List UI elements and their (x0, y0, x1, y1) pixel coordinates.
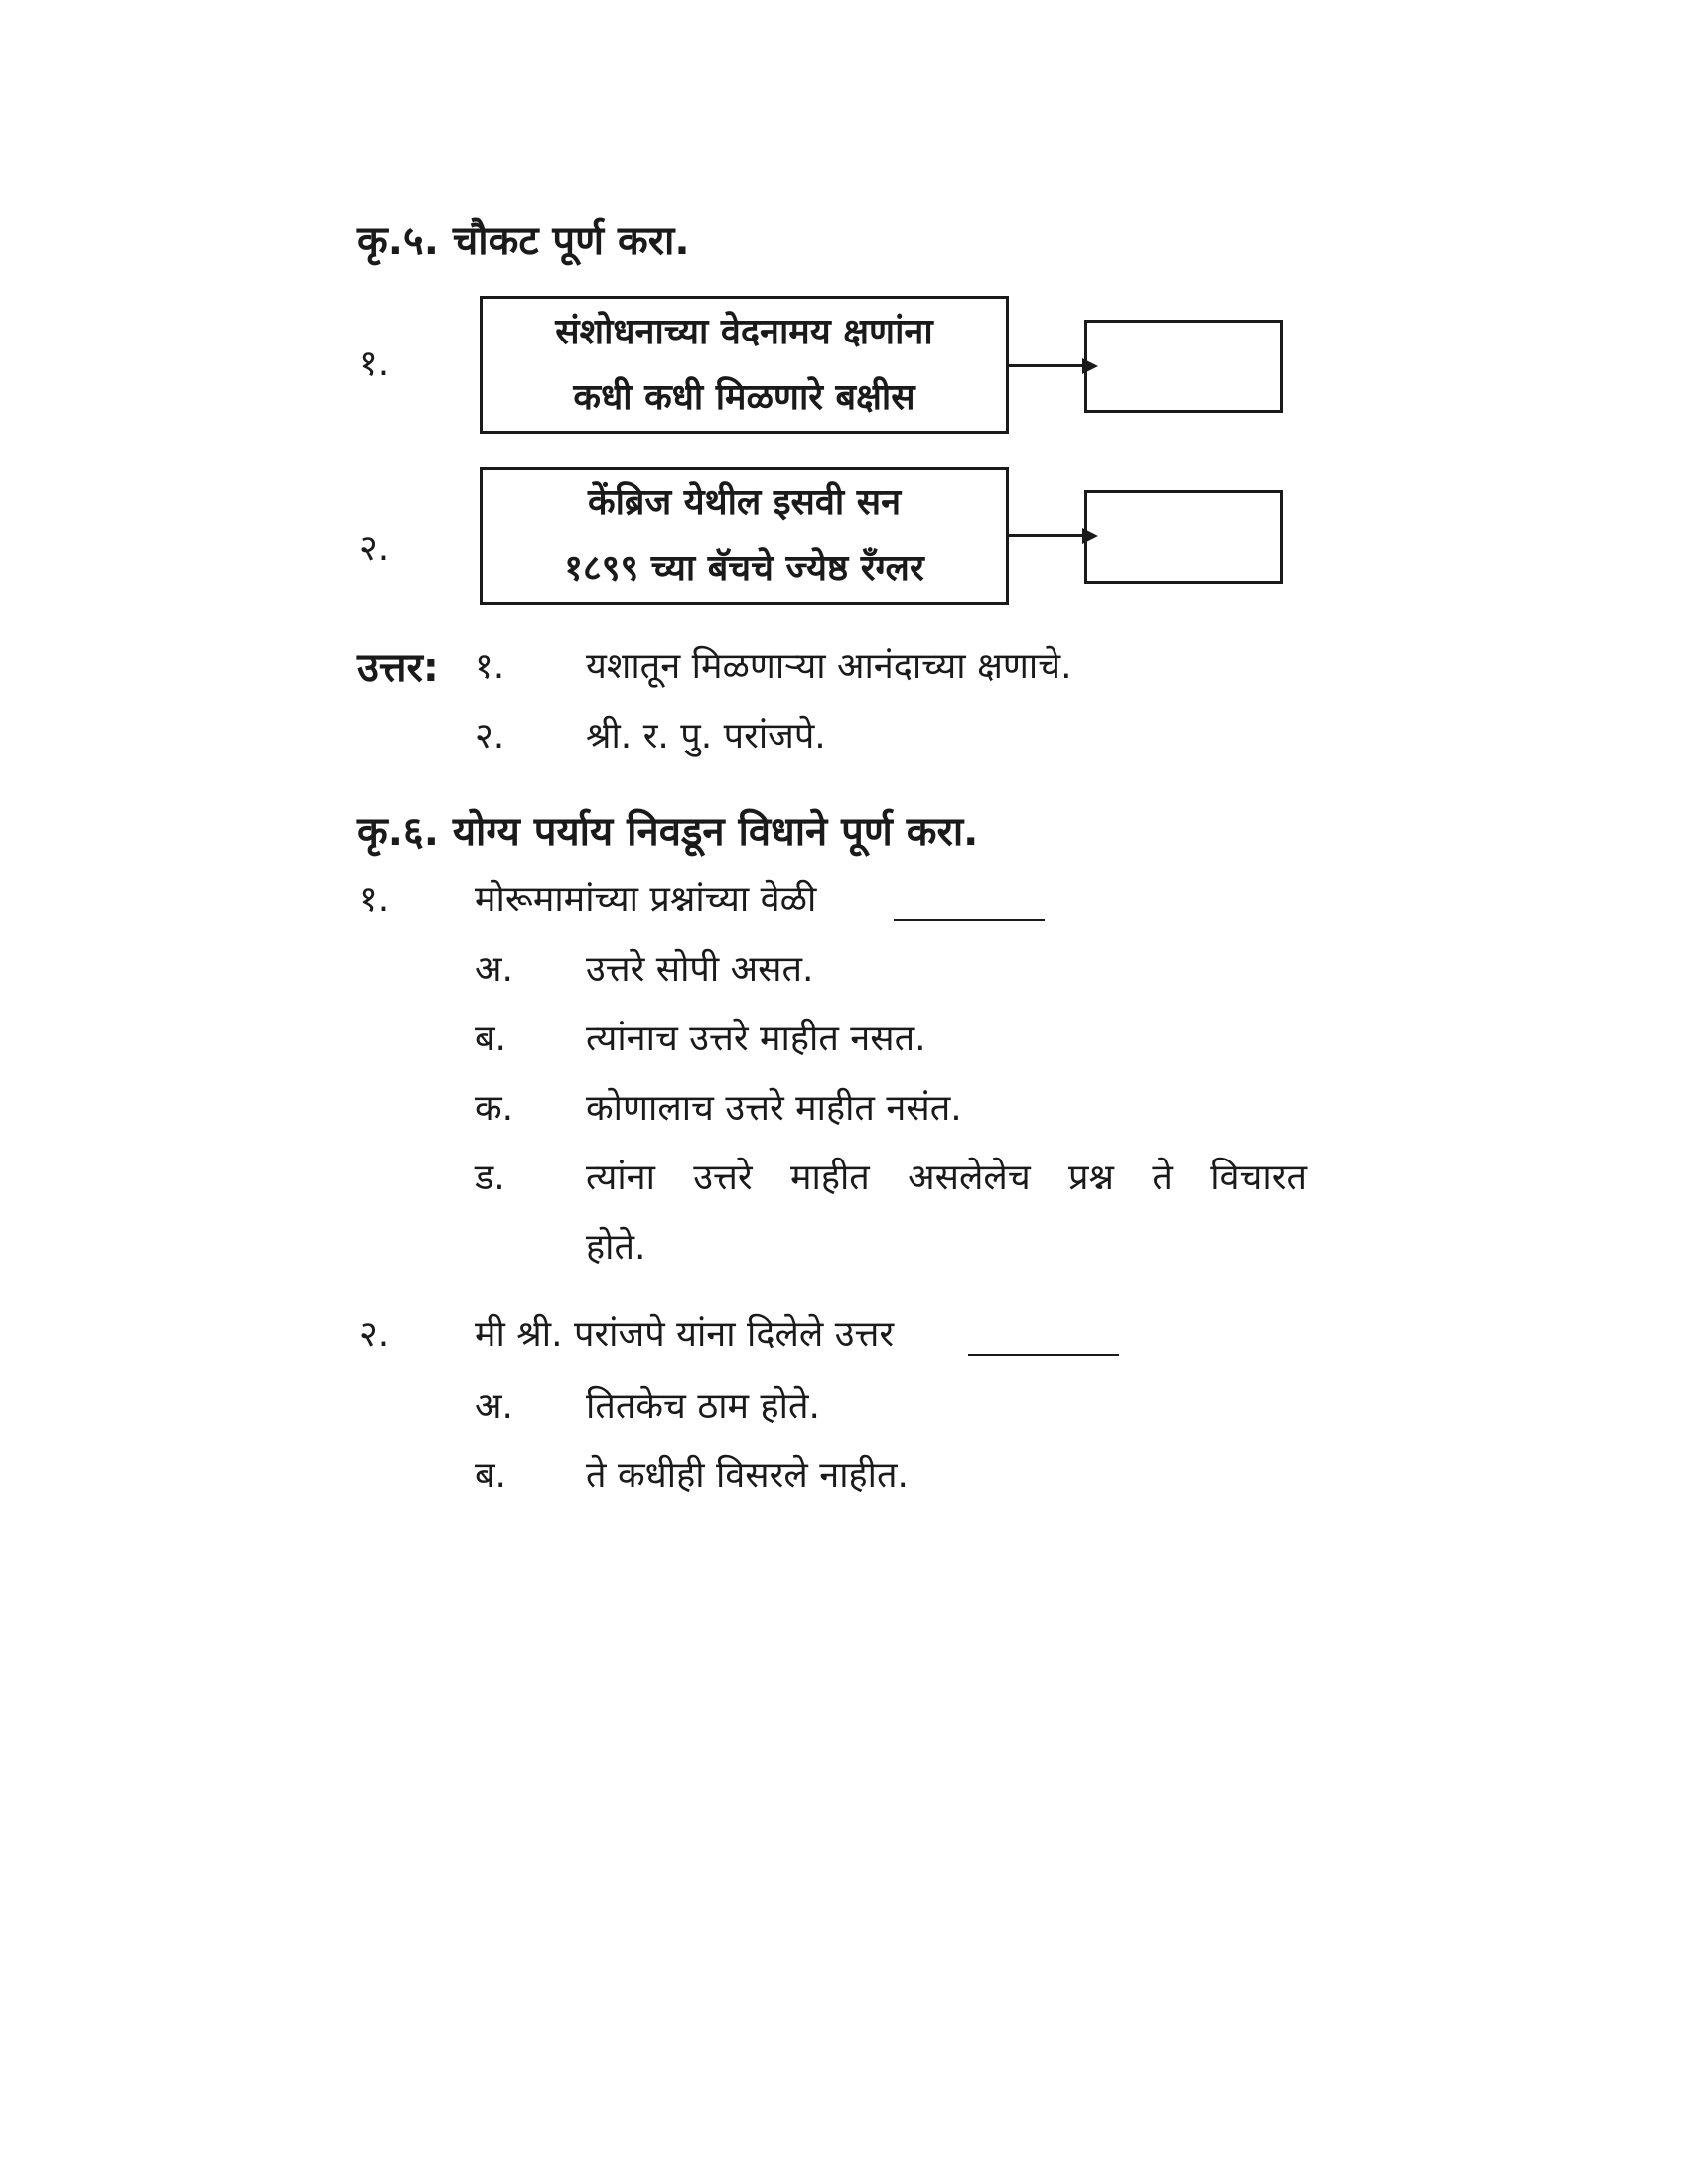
q6-q1-option-d-label: ड. (475, 1158, 505, 1198)
q6-q2-option-b-label: ब. (475, 1455, 506, 1496)
q5-heading: कृ.५. चौकट पूर्ण करा. (357, 218, 690, 264)
q6-question-1-blank (894, 919, 1045, 921)
q6-q2-option-a-label: अ. (475, 1386, 513, 1427)
q6-question-1-number: १. (359, 880, 390, 920)
answer-1-text: यशातून मिळणाऱ्या आनंदाच्या क्षणाचे. (586, 646, 1072, 687)
q5-item-2-box (480, 467, 1009, 605)
q6-question-1-text: मोरूमामांच्या प्रश्नांच्या वेळी (475, 880, 817, 920)
q5-item-1-box (480, 296, 1009, 434)
q6-q2-option-a-text: तितकेच ठाम होते. (586, 1386, 820, 1427)
answer-2-number: २. (475, 716, 505, 756)
q6-q1-option-d-text-continued: होते. (586, 1227, 646, 1268)
q6-q1-option-b-text: त्यांनाच उत्तरे माहीत नसत. (586, 1019, 926, 1059)
q5-item-1-line-1: संशोधनाच्या वेदनामय क्षणांना (555, 311, 933, 352)
q5-item-1-arrow-line (1009, 364, 1084, 367)
q6-q1-option-a-text: उत्तरे सोपी असत. (586, 949, 814, 990)
q6-q2-option-b-text: ते कधीही विसरले नाहीत. (586, 1455, 909, 1496)
q5-item-2-arrow-line (1009, 534, 1084, 537)
q6-question-2-blank (968, 1354, 1119, 1356)
q5-item-2-number: २. (359, 528, 390, 569)
q6-q1-option-b-label: ब. (475, 1019, 506, 1059)
q6-q1-option-c-label: क. (475, 1088, 514, 1129)
q6-question-2-text: मी श्री. परांजपे यांना दिलेले उत्तर (475, 1314, 895, 1355)
q5-item-2-answer-box[interactable] (1084, 490, 1283, 584)
answer-1-number: १. (475, 646, 505, 687)
q5-item-2-line-1: केंब्रिज येथील इसवी सन (587, 481, 902, 523)
q6-q1-option-c-text: कोणालाच उत्तरे माहीत नसंत. (586, 1088, 962, 1129)
answer-2-text: श्री. र. पु. परांजपे. (586, 716, 826, 756)
q5-item-1-number: १. (359, 343, 390, 384)
q6-heading: कृ.६. योग्य पर्याय निवडून विधाने पूर्ण करा. (357, 809, 979, 855)
q5-item-1-answer-box[interactable] (1084, 320, 1283, 413)
q6-q1-option-d-text: त्यांना उत्तरे माहीत असलेलेच प्रश्न ते विचारत (586, 1158, 1307, 1198)
q6-question-2-number: २. (359, 1314, 390, 1355)
q5-item-2-line-2: १८९९ च्या बॅचचे ज्येष्ठ रँग्लर (564, 547, 924, 589)
answer-label: उत्तर: (357, 645, 439, 691)
q6-q1-option-a-label: अ. (475, 949, 513, 990)
q5-item-1-line-2: कधी कधी मिळणारे बक्षीस (573, 376, 915, 418)
